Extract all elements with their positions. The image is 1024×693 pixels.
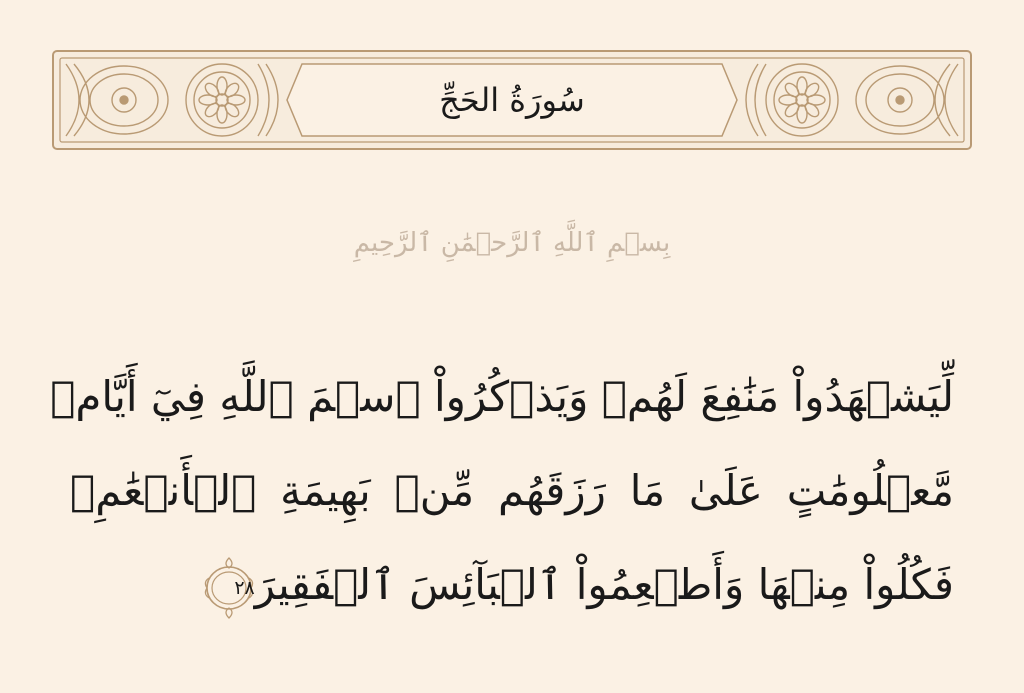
ayah-number: ٢٨ bbox=[234, 576, 255, 599]
verse-line-3-text: فَكُلُواْ مِنۡهَا وَأَطۡعِمُواْ ٱلۡبَآئِسَ ٱلۡفَقِيرَ bbox=[254, 560, 954, 609]
surah-header-banner bbox=[52, 50, 972, 150]
surah-title: سُورَةُ الحَجِّ bbox=[439, 81, 585, 119]
ayah-end-marker bbox=[203, 556, 255, 620]
basmala: بِسۡمِ ٱللَّهِ ٱلرَّحۡمَٰنِ ٱلرَّحِيمِ bbox=[353, 228, 671, 258]
verse-block bbox=[50, 350, 954, 632]
verse-line-2: مَّعۡلُومَٰتٍ عَلَىٰ مَا رَزَقَهُم مِّنۢ بَهِيمَةِ ٱلۡأَنۡعَٰمِۖ bbox=[70, 466, 954, 515]
verse-line-3 bbox=[70, 538, 954, 632]
verse-line-1: لِّيَشۡهَدُواْ مَنَٰفِعَ لَهُمۡ وَيَذۡكُرُواْ ٱسۡمَ ٱللَّهِ فِيٓ أَيَّامٖ bbox=[50, 372, 954, 421]
